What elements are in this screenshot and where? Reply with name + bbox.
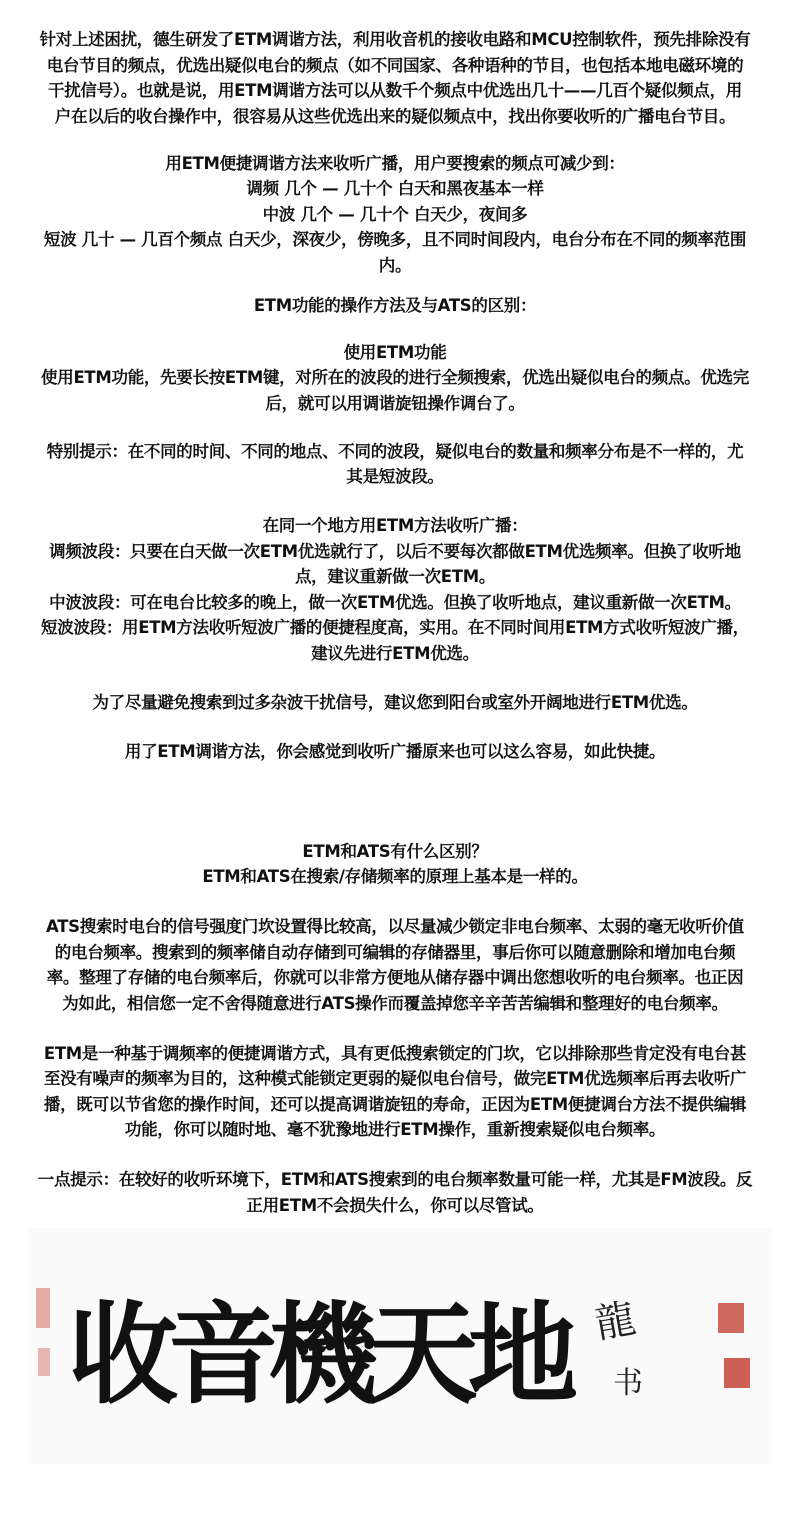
text-line: 调频波段：只要在白天做一次ETM优选就行了，以后不要每次都做ETM优选频率。但换了收听地 [49, 541, 741, 561]
text-line: 干扰信号）。也就是说，用ETM调谐方法可以从数千个频点中优选出几十——几百个疑似频点，用 [48, 81, 742, 100]
text-line: 短波波段：用ETM方法收听短波广播的便捷程度高，实用。在不同时间用ETM方式收听短波广播， [41, 618, 749, 637]
text-line: ETM和ATS有什么区别？ [302, 841, 488, 861]
paragraph [0, 1041, 790, 1143]
text-line: 率。整理了存储的电台频率后，你就可以非常方便地从储存器中调出您想收听的电台频率。也正因 [46, 968, 744, 987]
paragraph [0, 1167, 790, 1218]
calligraphy-text: 收音機天地 [68, 1290, 578, 1419]
text-line: 功能，你可以随时地、毫不犹豫地进行ETM操作，重新搜索疑似电台频率。 [124, 1120, 666, 1139]
text-line: 电台节目的频点，优选出疑似电台的频点（如不同国家、各种语种的节目，也包括本地电磁环境的 [46, 55, 744, 75]
text-line: 的电台频率。搜索到的频率储自动存储到可编辑的存储器里，事后你可以随意删除和增加电台频 [54, 942, 736, 962]
text-line: 用ETM便捷调谐方法来收听广播，用户要搜索的频点可减少到： [165, 153, 625, 173]
paragraph [0, 151, 790, 279]
text-line: 至没有噪声的频率为目的，这种模式能锁定更弱的疑似电台信号，做完ETM优选频率后再去收听广 [43, 1069, 747, 1088]
signature-mark: 龍 [591, 1295, 640, 1348]
paragraph [0, 914, 790, 1016]
paragraph [0, 340, 790, 417]
text-line: 户在以后的收台操作中，很容易从这些优选出来的疑似频点中，找出你要收听的广播电台节目。 [54, 106, 736, 126]
text-line: 内。 [378, 255, 412, 275]
text-line: 一点提示：在较好的收听环境下，ETM和ATS搜索到的电台频率数量可能一样，尤其是FM波段。反 [37, 1170, 753, 1189]
paragraph [0, 739, 790, 765]
text-line: ETM功能的操作方法及与ATS的区别： [253, 295, 537, 315]
text-line: 建议先进行ETM优选。 [311, 643, 479, 663]
seal-left-bottom [38, 1348, 50, 1376]
text-line: 点，建议重新做一次ETM。 [294, 567, 496, 586]
text-line: 使用ETM功能 [343, 342, 447, 362]
seal-right-bottom [724, 1358, 750, 1388]
text-line: 使用ETM功能，先要长按ETM键，对所在的波段的进行全频搜索，优选出疑似电台的频点。优选完 [41, 368, 749, 387]
text-line: 针对上述困扰，德生研发了ETM调谐方法，利用收音机的接收电路和MCU控制软件，预先排除没有 [39, 30, 751, 49]
text-line: 为如此，相信您一定不舍得随意进行ATS操作而覆盖掉您辛辛苦苦编辑和整理好的电台频率。 [62, 993, 728, 1013]
text-line: 为了尽量避免搜索到过多杂波干扰信号，建议您到阳台或室外开阔地进行ETM优选。 [92, 692, 698, 712]
paragraph [0, 839, 790, 890]
text-line: 在同一个地方用ETM方法收听广播： [262, 516, 528, 535]
text-line: 正用ETM不会损失什么，你可以尽管试。 [246, 1195, 544, 1215]
paragraph [0, 27, 790, 129]
signature-mark: 书 [613, 1366, 643, 1401]
text-line: 中波 几个 — 几十个 白天少，夜间多 [262, 204, 528, 224]
text-line: 用了ETM调谐方法，你会感觉到收听广播原来也可以这么容易，如此快捷。 [124, 741, 666, 761]
document-body [0, 27, 790, 1218]
text-line: ETM是一种基于调频率的便捷调谐方式，具有更低搜索锁定的门坎，它以排除那些肯定没有电台甚 [43, 1043, 747, 1063]
text-line: 播，既可以节省您的操作时间，还可以提高调谐旋钮的寿命，正因为ETM便捷调台方法不提供编辑 [43, 1094, 747, 1114]
calligraphy-image [28, 1228, 772, 1464]
text-line: 后，就可以用调谐旋钮操作调台了。 [265, 393, 525, 413]
calligraphy-banner [28, 1228, 772, 1464]
seal-left-top [36, 1288, 50, 1328]
text-line: 特别提示：在不同的时间、不同的地点、不同的波段，疑似电台的数量和频率分布是不一样的，尤 [46, 441, 744, 461]
paragraph [0, 513, 790, 666]
paragraph [0, 439, 790, 490]
text-line: ETM和ATS在搜索/存储频率的原理上基本是一样的。 [202, 867, 588, 886]
text-line: 中波波段：可在电台比较多的晚上，做一次ETM优选。但换了收听地点，建议重新做一次ETM。 [49, 592, 741, 612]
text-line: ATS搜索时电台的信号强度门坎设置得比较高，以尽量减少锁定非电台频率、太弱的毫无收听价值 [46, 917, 744, 936]
text-line: 调频 几个 — 几十个 白天和黑夜基本一样 [246, 179, 544, 198]
paragraph [0, 690, 790, 716]
seal-right-top [718, 1303, 744, 1333]
text-line: 其是短波段。 [346, 467, 444, 486]
paragraph [0, 293, 790, 319]
text-line: 短波 几十 — 几百个频点 白天少，深夜少，傍晚多，且不同时间段内，电台分布在不同的频率范围 [43, 230, 747, 249]
